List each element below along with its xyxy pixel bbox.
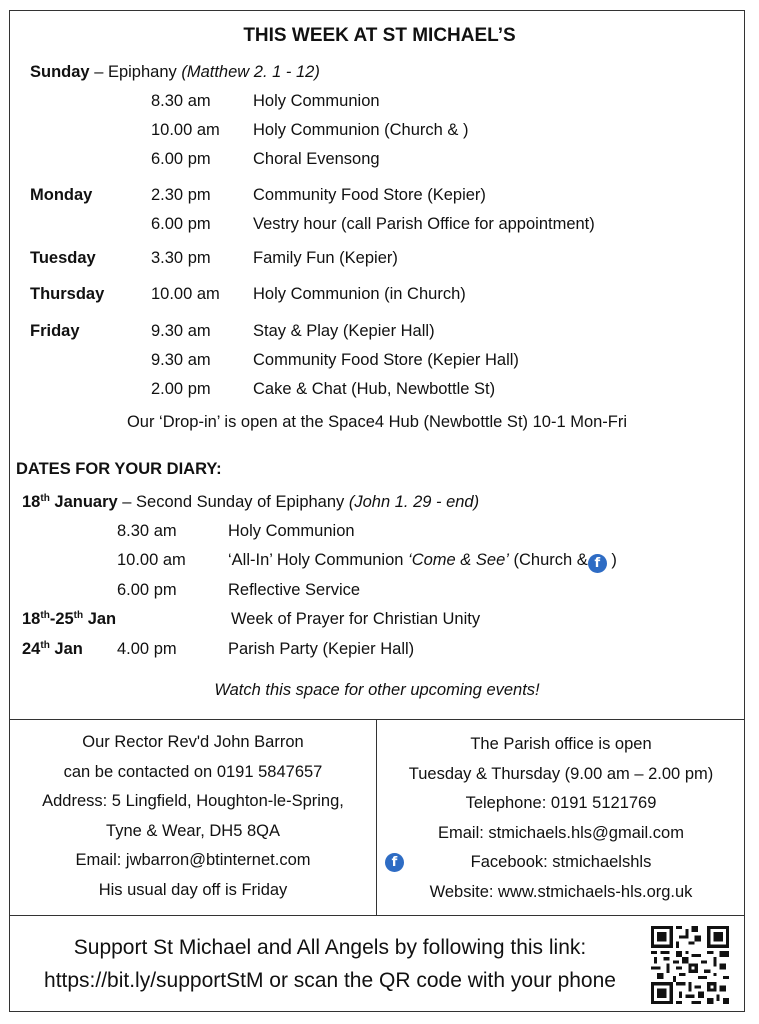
parish-office bbox=[378, 730, 744, 907]
weekday-label: Tuesday bbox=[30, 249, 96, 267]
weekday-label: Monday bbox=[30, 186, 93, 204]
sunday-dash: – Epiphany bbox=[89, 63, 182, 81]
support-link: https://bit.ly/supportStM or scan the QR code with your phone bbox=[44, 969, 616, 992]
rector-address: Tyne & Wear, DH5 8QA bbox=[106, 821, 280, 840]
service-time: 3.30 pm bbox=[151, 249, 211, 267]
rector-email: Email: jwbarron@btinternet.com bbox=[75, 851, 311, 869]
service-desc bbox=[228, 550, 617, 573]
office-hours: Tuesday & Thursday (9.00 am – 2.00 pm) bbox=[408, 764, 714, 783]
date-number: 24 bbox=[22, 640, 41, 658]
diary-heading: DATES FOR YOUR DIARY: bbox=[16, 460, 222, 478]
facebook-icon: f bbox=[588, 554, 607, 573]
service-desc: Family Fun (Kepier) bbox=[253, 249, 398, 267]
facebook-handle: Facebook: stmichaelshls bbox=[470, 853, 652, 871]
page-title: THIS WEEK AT ST MICHAEL’S bbox=[243, 25, 516, 46]
rector-address: Address: 5 Lingfield, Houghton-le-Spring, bbox=[42, 792, 344, 810]
date-month: January bbox=[49, 493, 118, 511]
service-desc: Holy Communion bbox=[228, 522, 355, 540]
diary-date-line bbox=[22, 492, 479, 512]
service-time: 9.30 am bbox=[151, 351, 211, 369]
service-time: 8.30 am bbox=[117, 522, 177, 540]
service-time: 8.30 am bbox=[151, 92, 211, 110]
date-number: 18 bbox=[22, 610, 41, 628]
date-month: Jan bbox=[83, 610, 117, 628]
weekday-label: Friday bbox=[30, 322, 80, 340]
rector-day-off: His usual day off is Friday bbox=[98, 880, 288, 899]
sunday-reading: (Matthew 2. 1 - 12) bbox=[181, 63, 320, 81]
qr-code-icon bbox=[651, 926, 729, 1004]
service-desc: Reflective Service bbox=[228, 581, 361, 599]
divider bbox=[10, 915, 744, 916]
date-separator: - bbox=[49, 610, 56, 628]
service-desc: Vestry hour (call Parish Office for appointment) bbox=[253, 215, 595, 233]
date-month: Jan bbox=[49, 640, 83, 658]
office-line: The Parish office is open bbox=[470, 735, 652, 753]
date-suffix: th bbox=[40, 493, 50, 504]
date-suffix: th bbox=[40, 610, 50, 621]
rector-phone: can be contacted on 0191 5847657 bbox=[63, 762, 323, 781]
date-suffix: th bbox=[40, 640, 50, 651]
unity-dates bbox=[22, 609, 116, 629]
office-email: Email: stmichaels.hls@gmail.com bbox=[438, 823, 684, 842]
service-desc: Stay & Play (Kepier Hall) bbox=[253, 322, 435, 340]
upcoming-events-note: Watch this space for other upcoming events! bbox=[214, 681, 540, 699]
facebook-icon: f bbox=[385, 853, 404, 872]
service-time: 4.00 pm bbox=[117, 640, 177, 658]
service-desc: Choral Evensong bbox=[253, 150, 380, 168]
support-line: Support St Michael and All Angels by following this link: bbox=[73, 936, 587, 959]
office-phone: Telephone: 0191 5121769 bbox=[465, 794, 657, 812]
service-time: 6.00 pm bbox=[151, 215, 211, 233]
service-time: 10.00 am bbox=[151, 121, 220, 139]
sunday-day: Sunday bbox=[30, 63, 90, 81]
service-desc: Holy Communion (Church & ) bbox=[253, 121, 469, 139]
date-number: 25 bbox=[55, 610, 74, 628]
date-suffix: th bbox=[73, 610, 84, 621]
weekday-label: Thursday bbox=[30, 285, 105, 303]
service-time: 6.00 pm bbox=[117, 581, 177, 599]
service-time: 9.30 am bbox=[151, 322, 211, 340]
service-desc: Week of Prayer for Christian Unity bbox=[231, 610, 481, 628]
party-date bbox=[22, 639, 83, 659]
service-time: 6.00 pm bbox=[151, 150, 211, 168]
desc-italic: ‘Come & See’ bbox=[408, 551, 509, 569]
office-website: Website: www.stmichaels-hls.org.uk bbox=[429, 882, 693, 901]
service-time: 10.00 am bbox=[151, 285, 220, 303]
rector-contact bbox=[10, 728, 376, 905]
rector-line: Our Rector Rev'd John Barron bbox=[82, 733, 304, 751]
service-time: 2.00 pm bbox=[151, 380, 211, 398]
column-divider bbox=[376, 720, 377, 915]
service-desc: Parish Party (Kepier Hall) bbox=[228, 640, 415, 658]
service-desc: Community Food Store (Kepier Hall) bbox=[253, 351, 519, 369]
divider bbox=[10, 719, 744, 720]
sunday-line bbox=[30, 62, 320, 82]
drop-in-notice: Our ‘Drop-in’ is open at the Space4 Hub (Newbottle St) 10-1 Mon-Fri bbox=[126, 413, 628, 431]
date-reading: (John 1. 29 - end) bbox=[348, 493, 480, 511]
service-time: 10.00 am bbox=[117, 551, 186, 569]
date-title: – Second Sunday of Epiphany bbox=[117, 493, 349, 511]
desc-part: ‘All-In’ Holy Communion bbox=[228, 551, 409, 569]
service-desc: Holy Communion bbox=[253, 92, 380, 110]
service-desc: Holy Communion (in Church) bbox=[253, 285, 466, 303]
office-facebook bbox=[378, 848, 744, 878]
desc-part: (Church & bbox=[508, 551, 588, 569]
service-time: 2.30 pm bbox=[151, 186, 211, 204]
date-number: 18 bbox=[22, 493, 41, 511]
desc-part: ) bbox=[606, 551, 617, 569]
service-desc: Cake & Chat (Hub, Newbottle St) bbox=[253, 380, 496, 398]
service-desc: Community Food Store (Kepier) bbox=[253, 186, 486, 204]
